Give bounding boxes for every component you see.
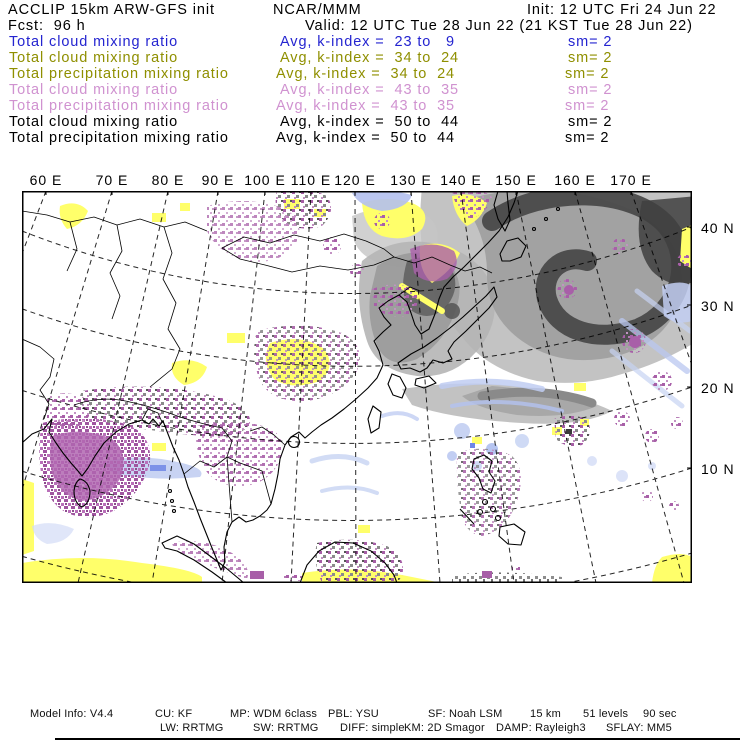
valid-time: Valid: 12 UTC Tue 28 Jun 22 (21 KST Tue 28 Jun 22): [305, 18, 693, 34]
legend-smoothing: sm= 2: [565, 66, 610, 82]
map-svg: [22, 191, 692, 583]
legend-smoothing: sm= 2: [568, 82, 613, 98]
legend-smoothing: sm= 2: [568, 34, 613, 50]
legend-smoothing: sm= 2: [565, 98, 610, 114]
legend-stats: Avg, k-index = 50 to 44: [276, 130, 456, 146]
footer-km: KM: 2D Smagor: [404, 722, 485, 734]
legend-stats: Avg, k-index = 34 to 24: [280, 50, 460, 66]
footer-resolution: 15 km: [530, 708, 561, 720]
legend-field-label: Total cloud mixing ratio: [9, 50, 179, 66]
org-name: NCAR/MMM: [273, 2, 362, 18]
x-axis-tick-label: 100 E: [244, 172, 286, 188]
legend-smoothing: sm= 2: [568, 114, 613, 130]
footer-levels: 51 levels: [583, 708, 629, 720]
map-plot: [22, 191, 692, 583]
y-axis-tick-label: 10 N: [701, 461, 735, 477]
legend-field-label: Total precipitation mixing ratio: [9, 66, 229, 82]
footer-cu: CU: KF: [155, 708, 193, 720]
legend-stats: Avg, k-index = 50 to 44: [280, 114, 460, 130]
footer-sf: SF: Noah LSM: [428, 708, 503, 720]
legend-stats: Avg, k-index = 43 to 35: [276, 98, 456, 114]
legend-field-label: Total cloud mixing ratio: [9, 114, 179, 130]
footer-sflay: SFLAY: MM5: [606, 722, 672, 734]
x-axis-tick-label: 130 E: [390, 172, 432, 188]
footer-sw: SW: RRTMG: [253, 722, 319, 734]
legend-field-label: Total precipitation mixing ratio: [9, 98, 229, 114]
x-axis-tick-label: 160 E: [554, 172, 596, 188]
footer-model-info: Model Info: V4.4: [30, 708, 114, 720]
footer-diff: DIFF: simple: [340, 722, 405, 734]
footer-damp: DAMP: Rayleigh3: [496, 722, 586, 734]
x-axis-tick-label: 170 E: [610, 172, 652, 188]
x-axis-tick-label: 80 E: [151, 172, 185, 188]
x-axis-tick-label: 70 E: [95, 172, 129, 188]
x-axis-tick-label: 90 E: [201, 172, 235, 188]
model-title: ACCLIP 15km ARW-GFS init: [8, 2, 215, 18]
fcst-hour: Fcst: 96 h: [8, 18, 86, 34]
init-time: Init: 12 UTC Fri 24 Jun 22: [527, 2, 717, 18]
footer-timestep: 90 sec: [643, 708, 677, 720]
x-axis-tick-label: 60 E: [29, 172, 63, 188]
legend-stats: Avg, k-index = 34 to 24: [276, 66, 456, 82]
x-axis-tick-label: 150 E: [495, 172, 537, 188]
legend-stats: Avg, k-index = 23 to 9: [280, 34, 455, 50]
legend-field-label: Total precipitation mixing ratio: [9, 130, 229, 146]
y-axis-tick-label: 20 N: [701, 380, 735, 396]
y-axis-tick-label: 30 N: [701, 298, 735, 314]
footer-mp: MP: WDM 6class: [230, 708, 318, 720]
x-axis-tick-label: 140 E: [440, 172, 482, 188]
y-axis-tick-label: 40 N: [701, 220, 735, 236]
legend-smoothing: sm= 2: [568, 50, 613, 66]
legend-field-label: Total cloud mixing ratio: [9, 34, 179, 50]
x-axis-tick-label: 110 E: [290, 172, 332, 188]
legend-field-label: Total cloud mixing ratio: [9, 82, 179, 98]
footer-lw: LW: RRTMG: [160, 722, 224, 734]
legend-smoothing: sm= 2: [565, 130, 610, 146]
legend-stats: Avg, k-index = 43 to 35: [280, 82, 460, 98]
x-axis-tick-label: 120 E: [334, 172, 376, 188]
footer-pbl: PBL: YSU: [328, 708, 379, 720]
